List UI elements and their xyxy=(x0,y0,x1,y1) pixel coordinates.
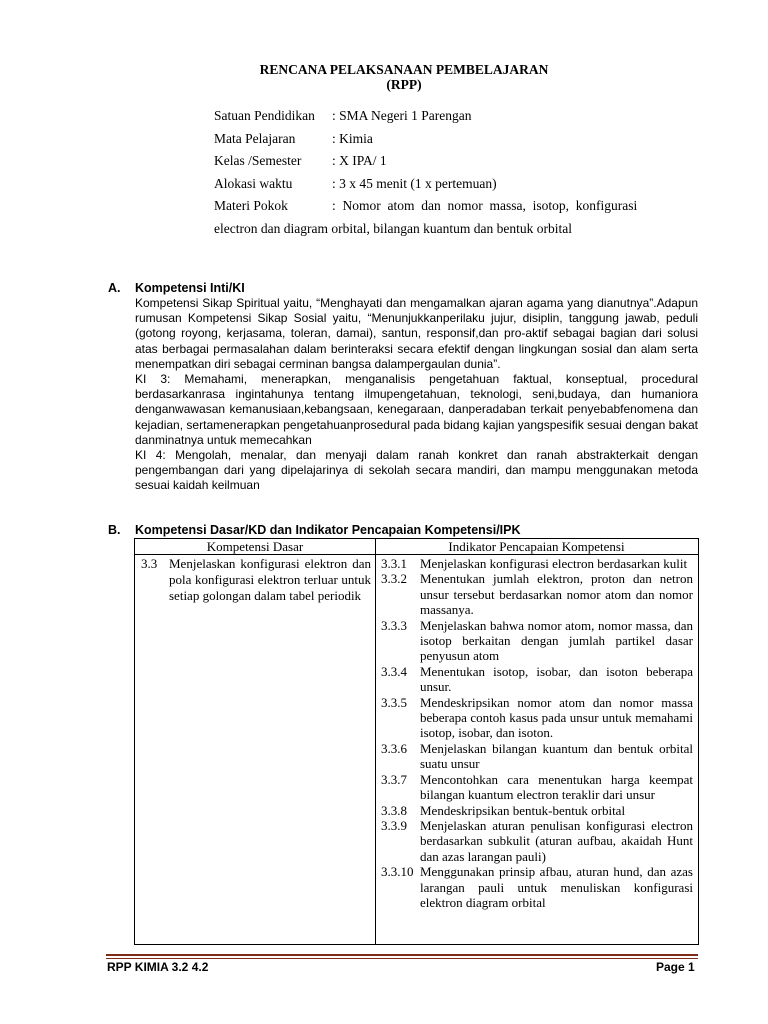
identity-value: : 3 x 45 menit (1 x pertemuan) xyxy=(332,176,497,191)
footer-document-label: RPP KIMIA 3.2 4.2 xyxy=(107,960,209,974)
column-header-ipk: Indikator Pencapaian Kompetensi xyxy=(448,539,625,554)
identity-value: : Kimia xyxy=(332,131,373,146)
ipk-number: 3.3.2 xyxy=(381,571,407,587)
ipk-item xyxy=(381,695,693,741)
ipk-item xyxy=(381,741,693,772)
section-a-letter: A. xyxy=(108,281,121,295)
ipk-item xyxy=(381,618,693,664)
ipk-number: 3.3.4 xyxy=(381,663,407,679)
ipk-list xyxy=(381,556,693,910)
ipk-text: Menentukan isotop, isobar, dan isoton beberapa unsur. xyxy=(420,663,693,695)
materi-continuation: electron dan diagram orbital, bilangan kuantum dan bentuk orbital xyxy=(214,221,573,236)
identity-label: Alokasi waktu xyxy=(214,176,293,191)
ipk-number: 3.3.1 xyxy=(381,556,407,571)
footer-rule-thick xyxy=(106,954,698,956)
ipk-number: 3.3.3 xyxy=(381,617,407,633)
ipk-text: Menjelaskan bahwa nomor atom, nomor massa, dan isotop berkaitan dengan jumlah partikel dasar penyusun atom xyxy=(420,617,693,664)
section-b-letter: B. xyxy=(108,523,121,537)
document-subtitle: (RPP) xyxy=(386,77,422,92)
ipk-item xyxy=(381,818,693,864)
table-header-row xyxy=(135,539,698,555)
identity-value: : X IPA/ 1 xyxy=(332,153,387,168)
ki3-paragraph: KI 3: Memahami, menerapkan, menganalisis pengetahuan faktual, konseptual, procedural berdasarkanrasa ingintahunya tentang ilmupengetahuan, teknologi, seni,budaya, dan humaniora denganwawasan kemanusiaan,kebangsaan, kenegaraan, danperadaban terkait penyebabfenomena dan kejadian, sertamenerapkan pengetahuanprosedural pada bidang kajian yangspesifik sesuai dengan bakat danminatnya untuk memecahkan xyxy=(135,372,698,447)
ipk-item xyxy=(381,803,693,818)
ipk-text: Mencontohkan cara menentukan harga keempat bilangan kuantum electron teraklir dari unsur xyxy=(420,771,693,803)
identity-label: Materi Pokok xyxy=(214,198,288,213)
identity-label: Kelas /Semester xyxy=(214,153,302,168)
ipk-text: Menentukan jumlah elektron, proton dan netron unsur tersebut berdasarkan nomor atom dan nomor massanya. xyxy=(420,571,693,618)
kd-ipk-table xyxy=(134,538,699,945)
ipk-text: Mendeskripsikan bentuk-bentuk orbital xyxy=(420,802,626,818)
ipk-text: Menjelaskan bilangan kuantum dan bentuk orbital suatu unsur xyxy=(420,740,693,772)
ipk-number: 3.3.9 xyxy=(381,817,407,833)
section-a-title: Kompetensi Inti/KI xyxy=(135,281,245,295)
column-divider xyxy=(375,539,376,944)
ki-sikap-paragraph: Kompetensi Sikap Spiritual yaitu, “Menghayati dan mengamalkan ajaran agama yang dianutnya”.Adapun rumusan Kompetensi Sikap Sosial yaitu, “Menunjukkanperilaku jujur, disiplin, tanggung jawab, peduli (gotong royong, kerjasama, toleran, damai), santun, responsif,dan pro-aktif sebagai bagian dari solusi atas berbagai permasalahan dalam berinteraksi secara efektif dengan lingkungan sosial dan alam serta menempatkan diri sebagai cerminan bangsa dalampergaulan dunia”. xyxy=(135,296,698,371)
column-header-kd: Kompetensi Dasar xyxy=(206,539,304,554)
identity-label: Mata Pelajaran xyxy=(214,131,296,146)
ipk-text: Menjelaskan aturan penulisan konfigurasi electron berdasarkan subkulit (aturan aufbau, akaidah Hunt dan azas larangan pauli) xyxy=(420,817,693,864)
ipk-item xyxy=(381,772,693,803)
ipk-item xyxy=(381,664,693,695)
ki4-paragraph: KI 4: Mengolah, menalar, dan menyaji dalam ranah konkret dan ranah abstrakterkait dengan pengembangan dari yang dipelajarinya di sekolah secara mandiri, dan mampu menggunakan metoda sesuai kaidah keilmuan xyxy=(135,448,698,493)
identity-label: Satuan Pendidikan xyxy=(214,108,315,123)
ipk-text: Menjelaskan konfigurasi electron berdasarkan kulit xyxy=(420,556,688,571)
section-b-title: Kompetensi Dasar/KD dan Indikator Pencapaian Kompetensi/IPK xyxy=(135,523,521,537)
ipk-number: 3.3.10 xyxy=(381,864,414,880)
kd-number: 3.3 xyxy=(141,556,158,571)
ipk-number: 3.3.8 xyxy=(381,802,407,818)
identity-value: : Nomor atom dan nomor massa, isotop, konfigurasi xyxy=(332,198,638,213)
footer-rule-thin xyxy=(106,958,698,959)
ipk-number: 3.3.7 xyxy=(381,771,407,787)
ipk-text: Menggunakan prinsip afbau, aturan hund, dan azas larangan pauli untuk menuliskan konfigurasi elektron diagram orbital xyxy=(420,864,693,910)
ipk-number: 3.3.5 xyxy=(381,694,407,710)
identity-value: : SMA Negeri 1 Parengan xyxy=(332,108,472,123)
ipk-item xyxy=(381,571,693,617)
document-title: RENCANA PELAKSANAAN PEMBELAJARAN xyxy=(259,62,549,77)
kd-text: Menjelaskan konfigurasi elektron dan pola konfigurasi elektron terluar untuk setiap golongan dalam tabel periodik xyxy=(169,556,371,603)
footer-page-number: Page 1 xyxy=(656,960,695,974)
ipk-number: 3.3.6 xyxy=(381,740,407,756)
ipk-text: Mendeskripsikan nomor atom dan nomor massa beberapa contoh kasus pada unsur untuk memahami isotop, isobar, dan isoton. xyxy=(420,694,693,741)
ipk-item xyxy=(381,864,693,910)
ipk-item xyxy=(381,556,693,571)
section-a-body xyxy=(135,296,698,494)
